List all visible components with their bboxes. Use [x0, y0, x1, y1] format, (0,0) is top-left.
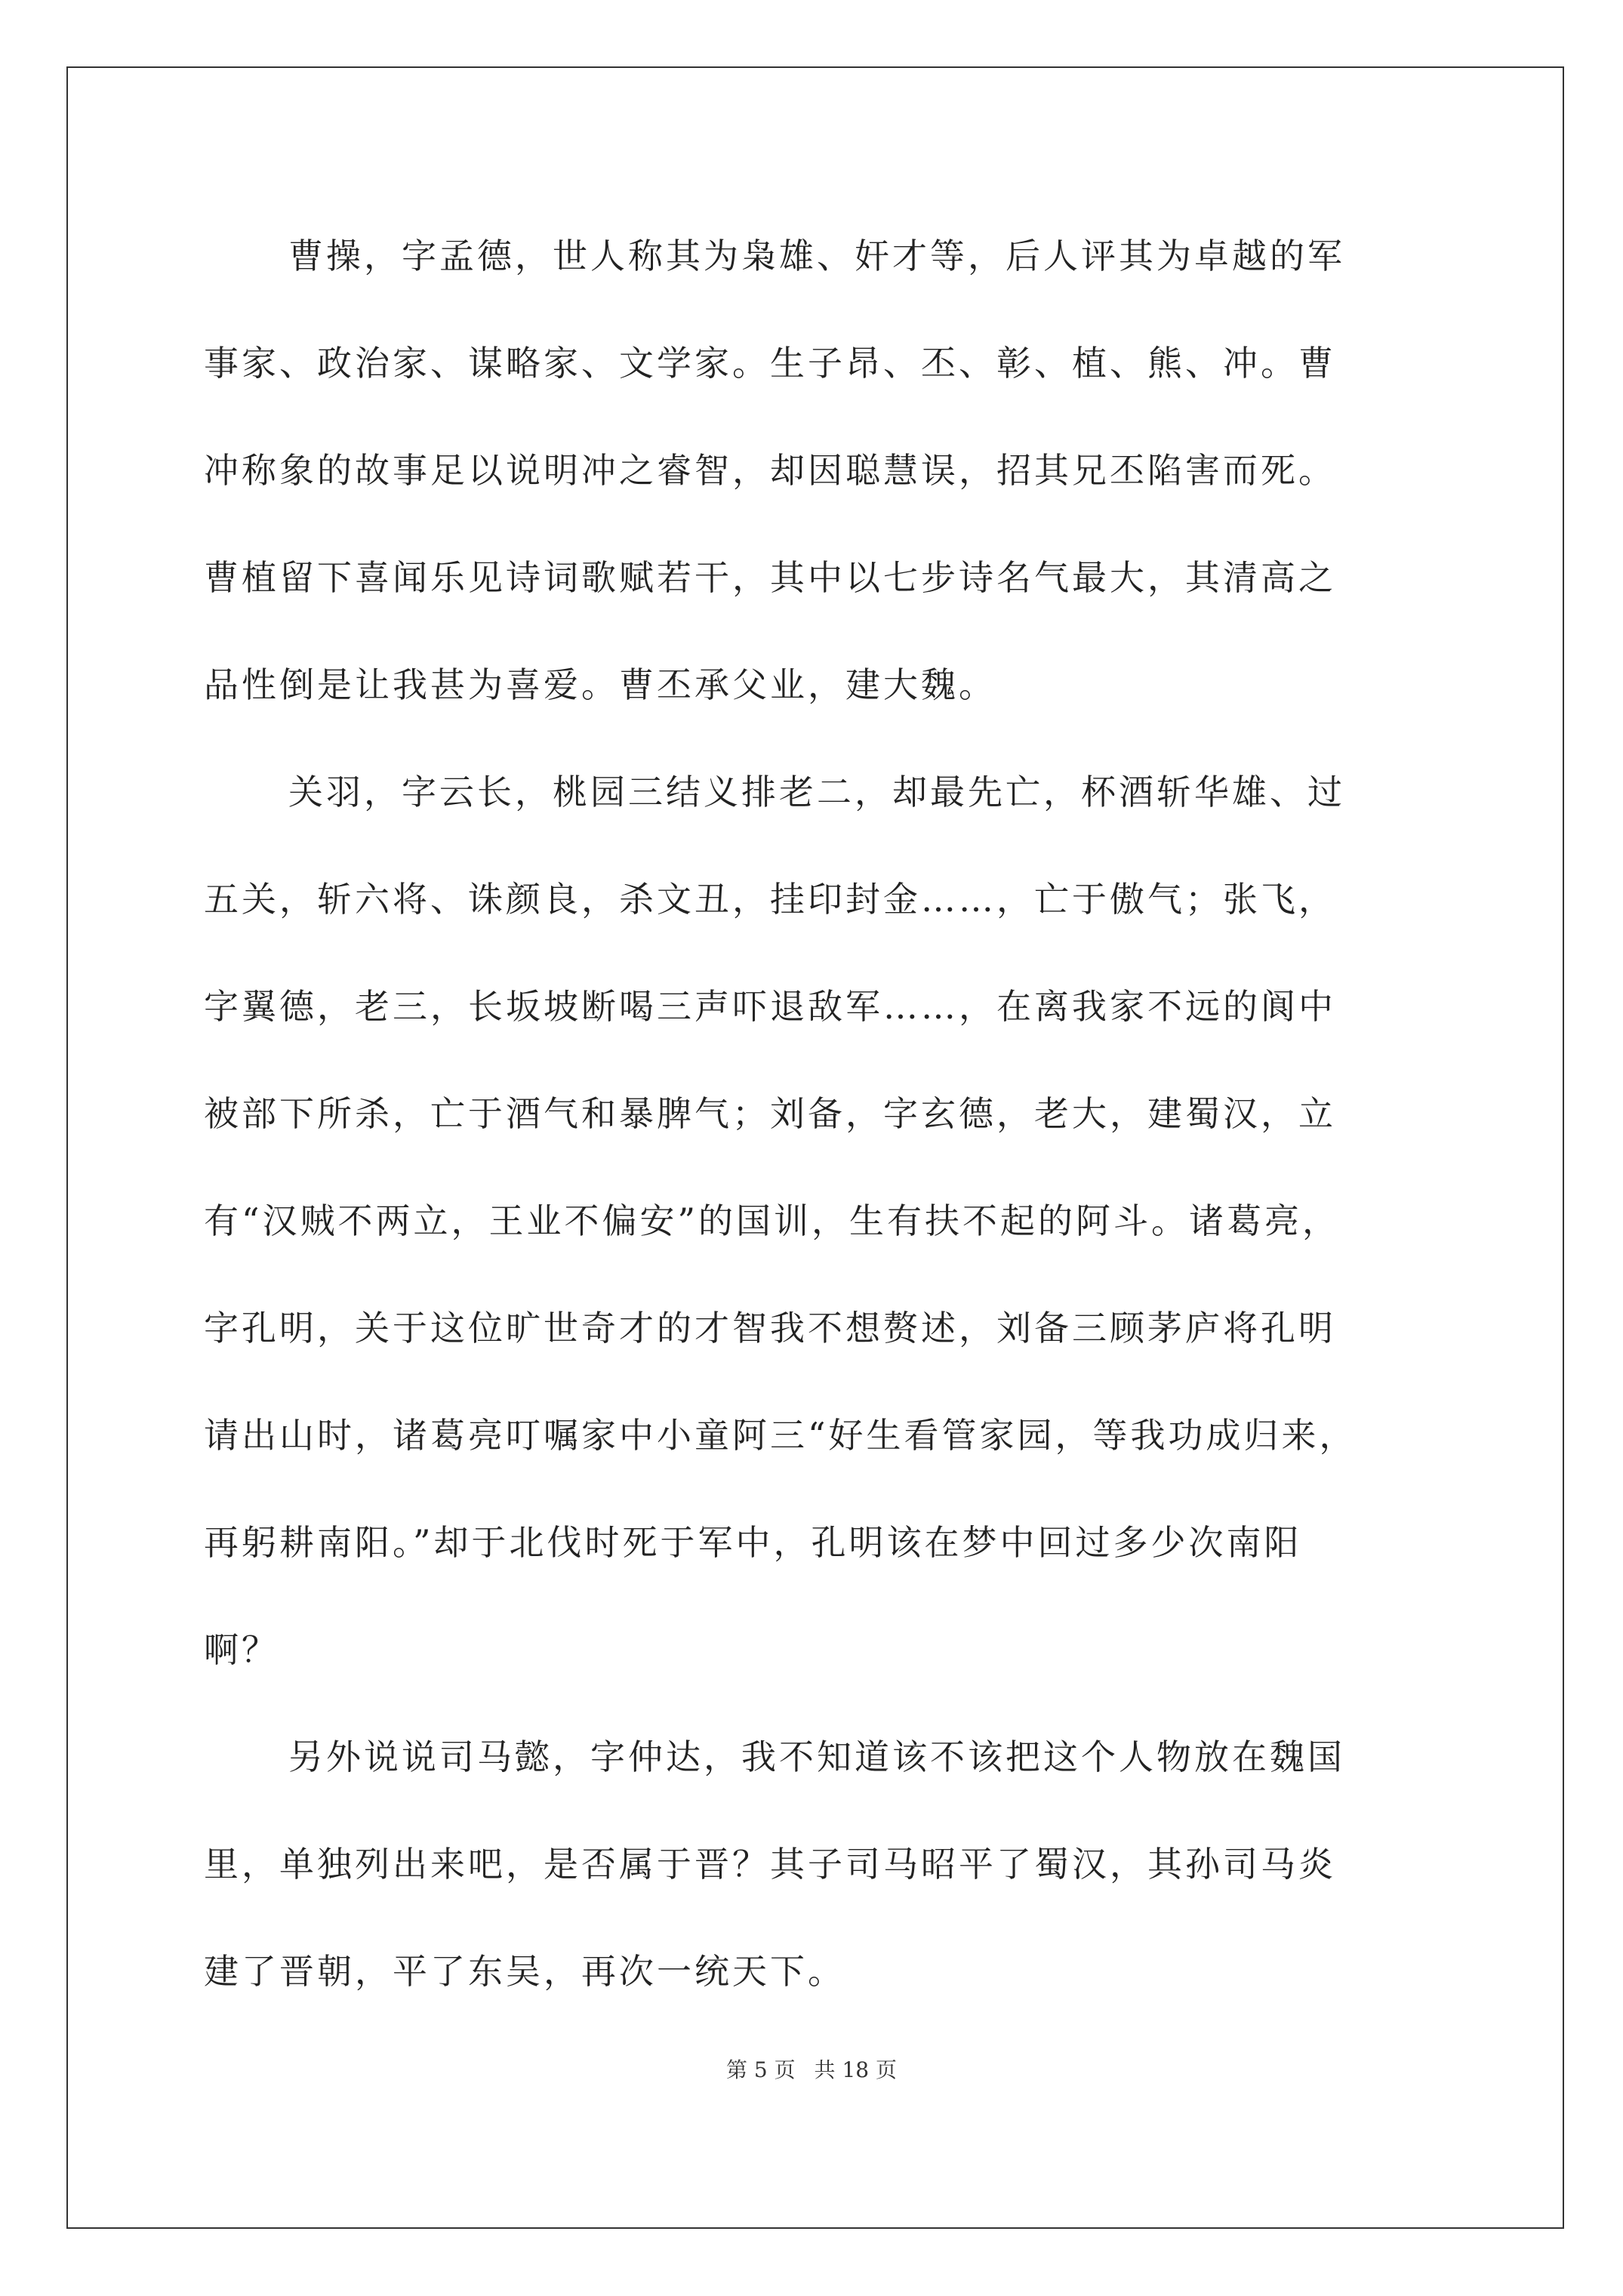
text-line: 里，单独列出来吧，是否属于晋？其子司马昭平了蜀汉，其孙司马炎 [204, 1844, 1336, 1885]
text-line: 字翼德，老三，长坂坡断喝三声吓退敌军……，在离我家不远的阆中 [204, 986, 1336, 1027]
text-line: 五关，斩六将、诛颜良，杀文丑，挂印封金……，亡于傲气；张飞， [204, 879, 1336, 920]
paragraph-cao-family [204, 202, 1464, 738]
paragraph-sima-yi [204, 1703, 1464, 2025]
text-line: 被部下所杀，亡于酒气和暴脾气；刘备，字玄德，老大，建蜀汉，立 [204, 1093, 1336, 1134]
page-total: 共 18 页 [814, 2057, 897, 2082]
text-line: 关羽，字云长，桃园三结义排老二，却最先亡，杯酒斩华雄、过 [288, 772, 1345, 812]
text-line: 事家、政治家、谋略家、文学家。生子昂、丕、彰、植、熊、冲。曹 [204, 343, 1336, 384]
text-line: 曹操，字孟德，世人称其为枭雄、奸才等，后人评其为卓越的军 [288, 236, 1345, 276]
page-footer [0, 2054, 1623, 2084]
document-body [204, 202, 1464, 2025]
text-line: 建了晋朝，平了东吴，再次一统天下。 [204, 1951, 845, 1992]
text-line: 请出山时，诸葛亮叮嘱家中小童阿三“好生看管家园，等我功成归来， [204, 1415, 1357, 1456]
page-number: 第 5 页 [726, 2057, 796, 2082]
text-line: 另外说说司马懿，字仲达，我不知道该不该把这个人物放在魏国 [288, 1737, 1345, 1777]
text-line: 冲称象的故事足以说明冲之睿智，却因聪慧误，招其兄丕陷害而死。 [204, 450, 1336, 491]
text-line: 字孔明，关于这位旷世奇才的才智我不想赘述，刘备三顾茅庐将孔明 [204, 1308, 1336, 1348]
text-line: 再躬耕南阳。”却于北伐时死于军中，孔明该在梦中回过多少次南阳 [204, 1522, 1302, 1563]
text-line: 有“汉贼不两立，王业不偏安”的国训，生有扶不起的阿斗。诸葛亮， [204, 1200, 1341, 1241]
text-line: 啊？ [204, 1629, 279, 1670]
text-line: 曹植留下喜闻乐见诗词歌赋若干，其中以七步诗名气最大，其清高之 [204, 557, 1336, 598]
text-line: 品性倒是让我甚为喜爱。曹丕承父业，建大魏。 [204, 664, 996, 705]
paragraph-shu-heroes [204, 738, 1464, 1703]
